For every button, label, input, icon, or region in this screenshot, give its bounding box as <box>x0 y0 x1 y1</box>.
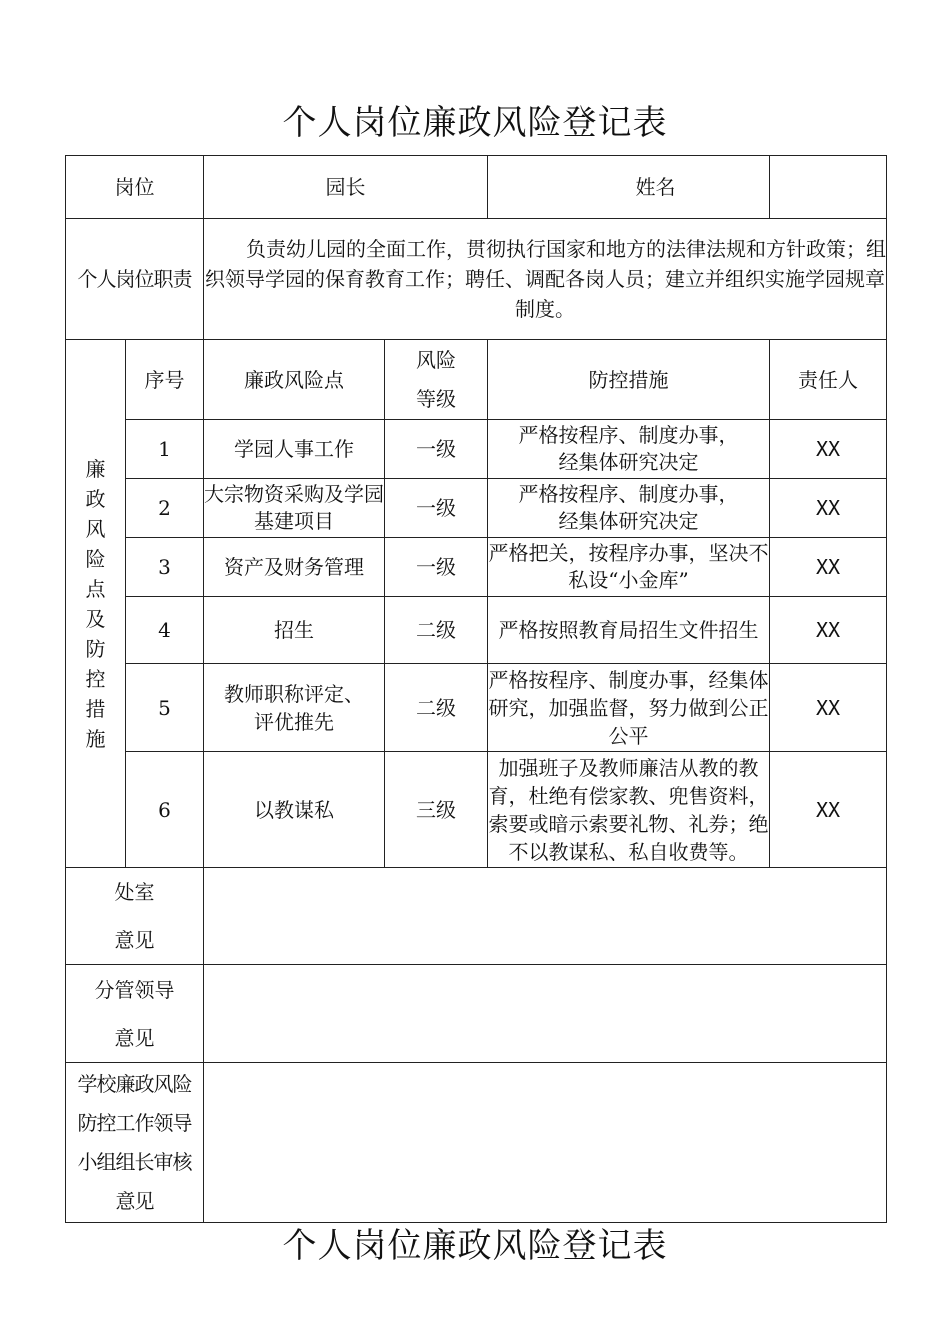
row-measure: 加强班子及教师廉洁从教的教育，杜绝有偿家教、兜售资料，索要或暗示索要礼物、礼券；绝不以教谋私、私自收费等。 <box>488 752 770 868</box>
col-header-no: 序号 <box>126 340 204 420</box>
group-opinion-row <box>66 1063 887 1223</box>
row-risk-level: 二级 <box>385 664 488 752</box>
risk-label-char: 控 <box>85 666 106 691</box>
group-opinion-label <box>66 1063 204 1223</box>
next-page-title: 个人岗位廉政风险登记表 <box>282 1226 668 1266</box>
header-row <box>66 156 887 219</box>
office-opinion-label-line1: 处室 <box>114 880 155 904</box>
row-risk-level: 一级 <box>385 420 488 479</box>
row-risk-level: 三级 <box>385 752 488 868</box>
row-owner: XX <box>770 538 887 597</box>
row-risk-point-line2: 评优推先 <box>254 709 334 734</box>
risk-registration-form <box>65 155 887 1223</box>
office-opinion-label <box>66 868 204 965</box>
col-header-level-line2: 等级 <box>416 386 456 411</box>
duty-text: 负责幼儿园的全面工作，贯彻执行国家和地方的法律法规和方针政策；组织领导学园的保育教育工作；聘任、调配各岗人员；建立并组织实施学园规章制度。 <box>205 237 886 321</box>
row-risk-point-line1: 教师职称评定、 <box>224 681 364 706</box>
row-risk-point: 以教谋私 <box>204 752 385 868</box>
row-measure-line2: 经集体研究决定 <box>558 509 699 533</box>
col-header-level-line1: 风险 <box>416 347 456 372</box>
row-measure: 严格按照教育局招生文件招生 <box>488 597 770 664</box>
position-value[interactable]: 园长 <box>204 156 488 219</box>
risk-label-char: 廉 <box>85 456 106 481</box>
table-row <box>66 538 887 597</box>
row-risk-point: 资产及财务管理 <box>204 538 385 597</box>
office-opinion-label-line2: 意见 <box>114 928 155 952</box>
row-risk-point: 招生 <box>204 597 385 664</box>
col-header-owner: 责任人 <box>770 340 887 420</box>
group-opinion-label-line2: 防控工作领导 <box>77 1110 192 1135</box>
col-header-point: 廉政风险点 <box>204 340 385 420</box>
row-owner: XX <box>770 420 887 479</box>
position-label: 岗位 <box>66 156 204 219</box>
risk-label-char: 措 <box>85 696 106 721</box>
row-measure <box>488 479 770 538</box>
row-risk-level: 一级 <box>385 538 488 597</box>
duty-label: 个人岗位职责 <box>66 219 204 340</box>
leader-opinion-row <box>66 965 887 1063</box>
group-opinion-label-line1: 学校廉政风险 <box>77 1071 192 1096</box>
table-row <box>66 752 887 868</box>
table-row <box>66 597 887 664</box>
row-risk-point: 学园人事工作 <box>204 420 385 479</box>
duty-content <box>204 219 887 340</box>
risk-section-label <box>66 340 126 868</box>
risk-label-char: 政 <box>85 486 106 511</box>
row-no: 5 <box>126 664 204 752</box>
table-row <box>66 664 887 752</box>
leader-opinion-label <box>66 965 204 1063</box>
row-measure: 严格把关，按程序办事，坚决不私设“小金库” <box>488 538 770 597</box>
row-measure <box>488 420 770 479</box>
group-opinion-field[interactable] <box>204 1063 887 1223</box>
name-label-text: 姓名 <box>635 175 676 199</box>
table-row <box>66 420 887 479</box>
group-opinion-label-line3: 小组组长审核 <box>77 1149 192 1174</box>
row-measure-line1: 严格按程序、制度办事， <box>518 482 739 506</box>
leader-opinion-label-line2: 意见 <box>114 1025 155 1050</box>
row-no: 3 <box>126 538 204 597</box>
row-risk-level: 二级 <box>385 597 488 664</box>
office-opinion-field[interactable] <box>204 868 887 965</box>
group-opinion-label-line4: 意见 <box>115 1188 154 1213</box>
row-owner: XX <box>770 752 887 868</box>
name-value[interactable] <box>770 156 887 219</box>
row-measure-line1: 严格按程序、制度办事， <box>518 423 739 447</box>
row-owner: XX <box>770 479 887 538</box>
col-header-measure: 防控措施 <box>488 340 770 420</box>
row-risk-point <box>204 664 385 752</box>
leader-opinion-field[interactable] <box>204 965 887 1063</box>
risk-label-char: 点 <box>85 576 106 601</box>
duty-row <box>66 219 887 340</box>
risk-header-row <box>66 340 887 420</box>
risk-label-char: 施 <box>85 726 106 751</box>
leader-opinion-label-line1: 分管领导 <box>94 977 175 1002</box>
row-owner: XX <box>770 597 887 664</box>
row-measure: 严格按程序、制度办事，经集体研究，加强监督，努力做到公正公平 <box>488 664 770 752</box>
row-measure-line2: 经集体研究决定 <box>558 450 699 474</box>
row-no: 2 <box>126 479 204 538</box>
risk-label-char: 险 <box>85 546 106 571</box>
row-no: 1 <box>126 420 204 479</box>
page-title: 个人岗位廉政风险登记表 <box>282 103 668 143</box>
table-row <box>66 479 887 538</box>
name-label <box>488 156 770 219</box>
risk-label-char: 防 <box>85 636 106 661</box>
row-no: 4 <box>126 597 204 664</box>
row-risk-point: 大宗物资采购及学园基建项目 <box>204 479 385 538</box>
col-header-level <box>385 340 488 420</box>
row-no: 6 <box>126 752 204 868</box>
risk-label-char: 风 <box>85 516 106 541</box>
office-opinion-row <box>66 868 887 965</box>
row-risk-level: 一级 <box>385 479 488 538</box>
row-owner: XX <box>770 664 887 752</box>
risk-label-char: 及 <box>85 606 106 631</box>
